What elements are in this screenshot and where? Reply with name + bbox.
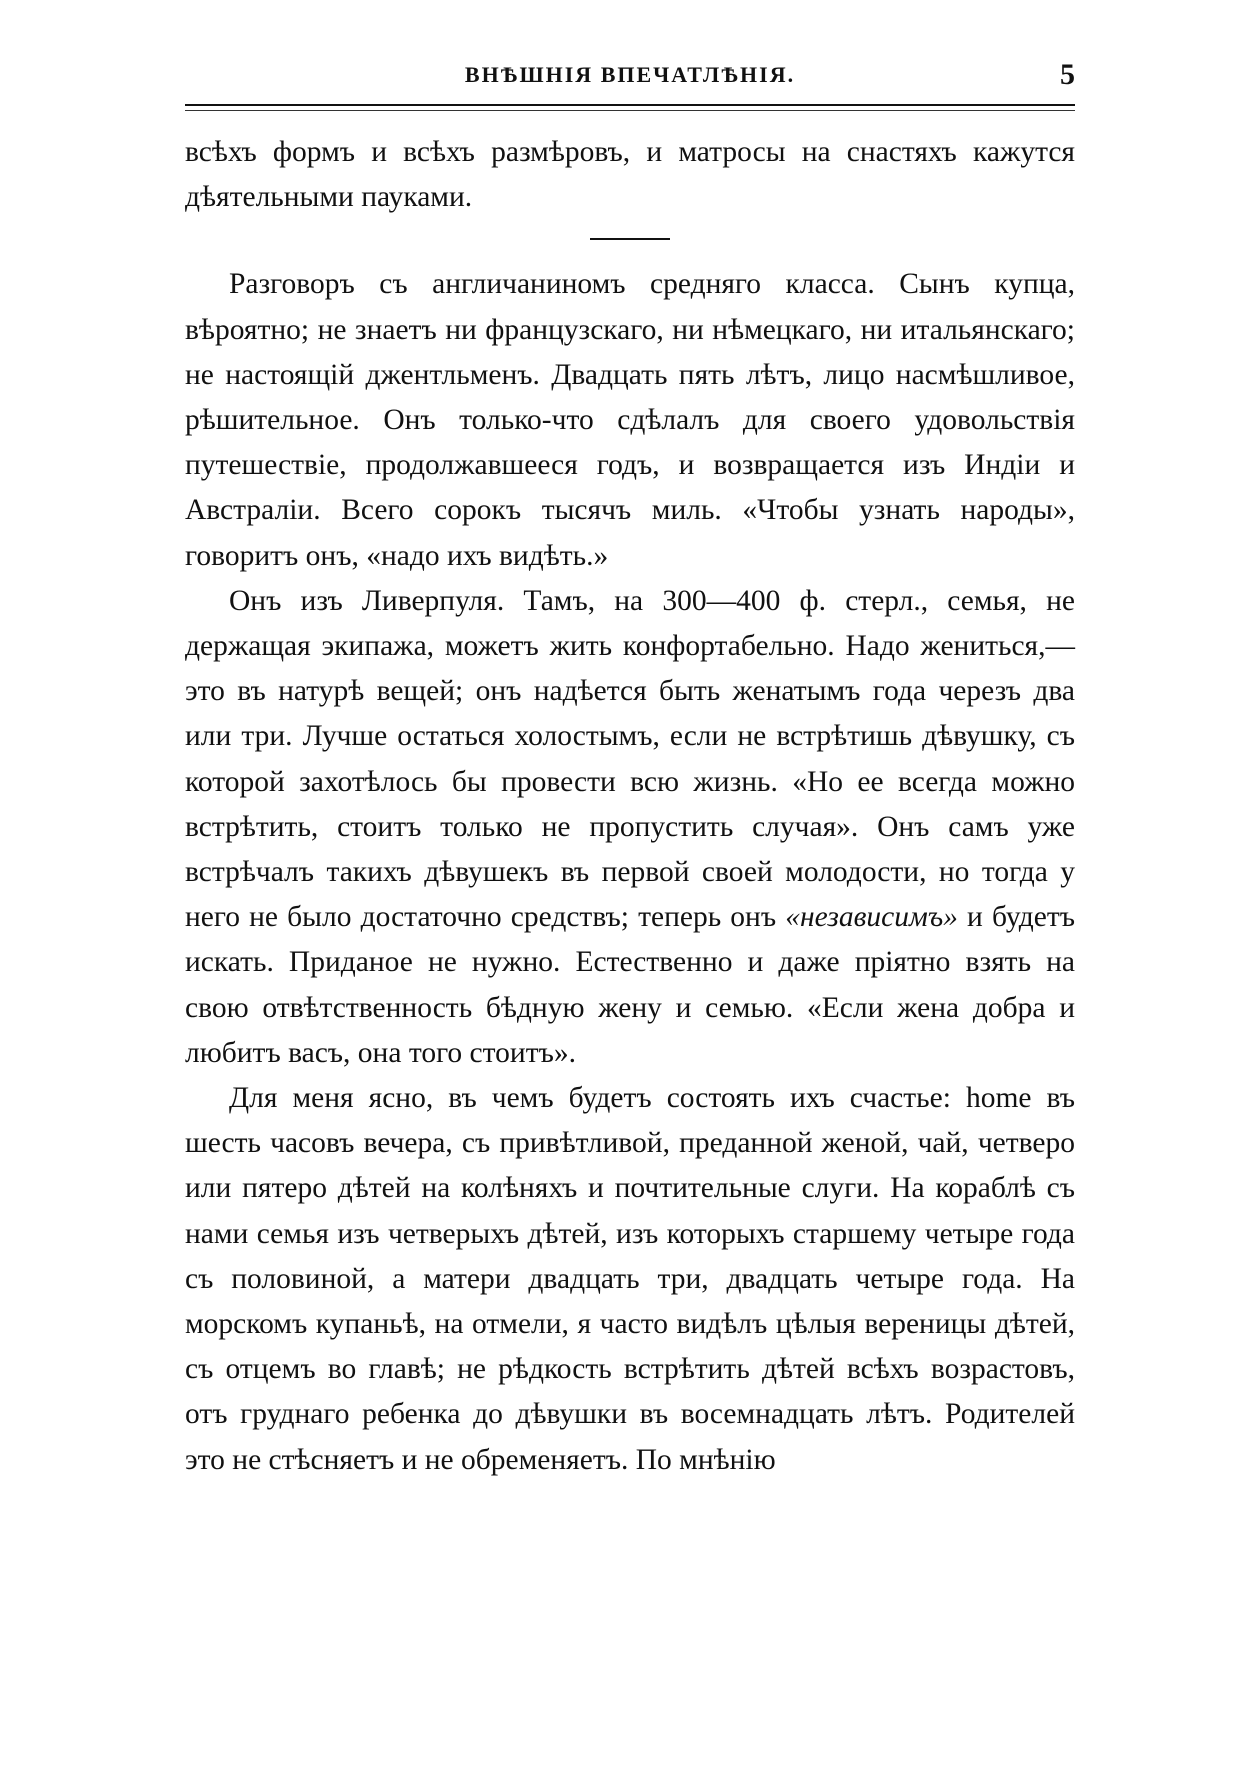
running-head	[185, 58, 1075, 96]
body-text	[185, 130, 1075, 1483]
paragraph-liverpool-text-1: Онъ изъ Ливерпуля. Тамъ, на 300—400 ф. стерл., семья, не держащая экипажа, можетъ жить конфортабельно. Надо жениться,—это въ натурѣ вещей; онъ надѣется быть женатымъ года черезъ два или три. Лучше остаться холостымъ, если не встрѣтишь дѣвушку, съ которой захотѣлось бы провести всю жизнь. «Но ее всегда можно встрѣтить, стоитъ только не пропустить случая». Онъ самъ уже встрѣчалъ такихъ дѣвушекъ въ первой своей молодости, но тогда у него не было достаточно средствъ; теперь онъ	[185, 584, 1075, 934]
paragraph-liverpool-text-2: и будетъ искать. Приданое не нужно. Естественно и даже пріятно взять на свою отвѣтственность бѣдную жену и семью. «Если жена добра и любитъ васъ, она того стоитъ».	[185, 901, 1075, 1069]
header-rule	[185, 104, 1075, 106]
header-rule-thin	[185, 110, 1075, 111]
paragraph-happiness: Для меня ясно, въ чемъ будетъ состоять ихъ счастье: home въ шесть часовъ вечера, съ привѣтливой, преданной женой, чай, четверо или пятеро дѣтей на колѣняхъ и почтительные слуги. На кораблѣ съ нами семья изъ четверыхъ дѣтей, изъ которыхъ старшему четыре года съ половиной, а матери двадцать три, двадцать четыре года. На морскомъ купаньѣ, на отмели, я часто видѣлъ цѣлыя вереницы дѣтей, съ отцемъ во главѣ; не рѣдкость встрѣтить дѣтей всѣхъ возрастовъ, отъ груднаго ребенка до дѣвушки въ восемнадцать лѣтъ. Родителей это не стѣсняетъ и не обременяетъ. По мнѣнію	[185, 1082, 1075, 1476]
paragraph-continued: всѣхъ формъ и всѣхъ размѣровъ, и матросы на снастяхъ кажутся дѣятельными пауками.	[185, 136, 1075, 214]
running-title: ВНѢШНІЯ ВПЕЧАТЛѢНІЯ.	[464, 62, 796, 87]
paragraph-liverpool	[185, 579, 1075, 1076]
page-number: 5	[1060, 58, 1075, 91]
italic-independent: «независимъ»	[785, 901, 958, 934]
section-separator	[590, 238, 670, 240]
paragraph-conversation: Разговоръ съ англичаниномъ средняго класса. Сынъ купца, вѣроятно; не знаетъ ни французскаго, ни нѣмецкаго, ни итальянскаго; не настоящій джентльменъ. Двадцать пять лѣтъ, лицо насмѣшливое, рѣшительное. Онъ только-что сдѣлалъ для своего удовольствія путешествіе, продолжавшееся годъ, и возвращается изъ Индіи и Австраліи. Всего сорокъ тысячъ миль. «Чтобы узнать народы», говоритъ онъ, «надо ихъ видѣть.»	[185, 268, 1075, 572]
